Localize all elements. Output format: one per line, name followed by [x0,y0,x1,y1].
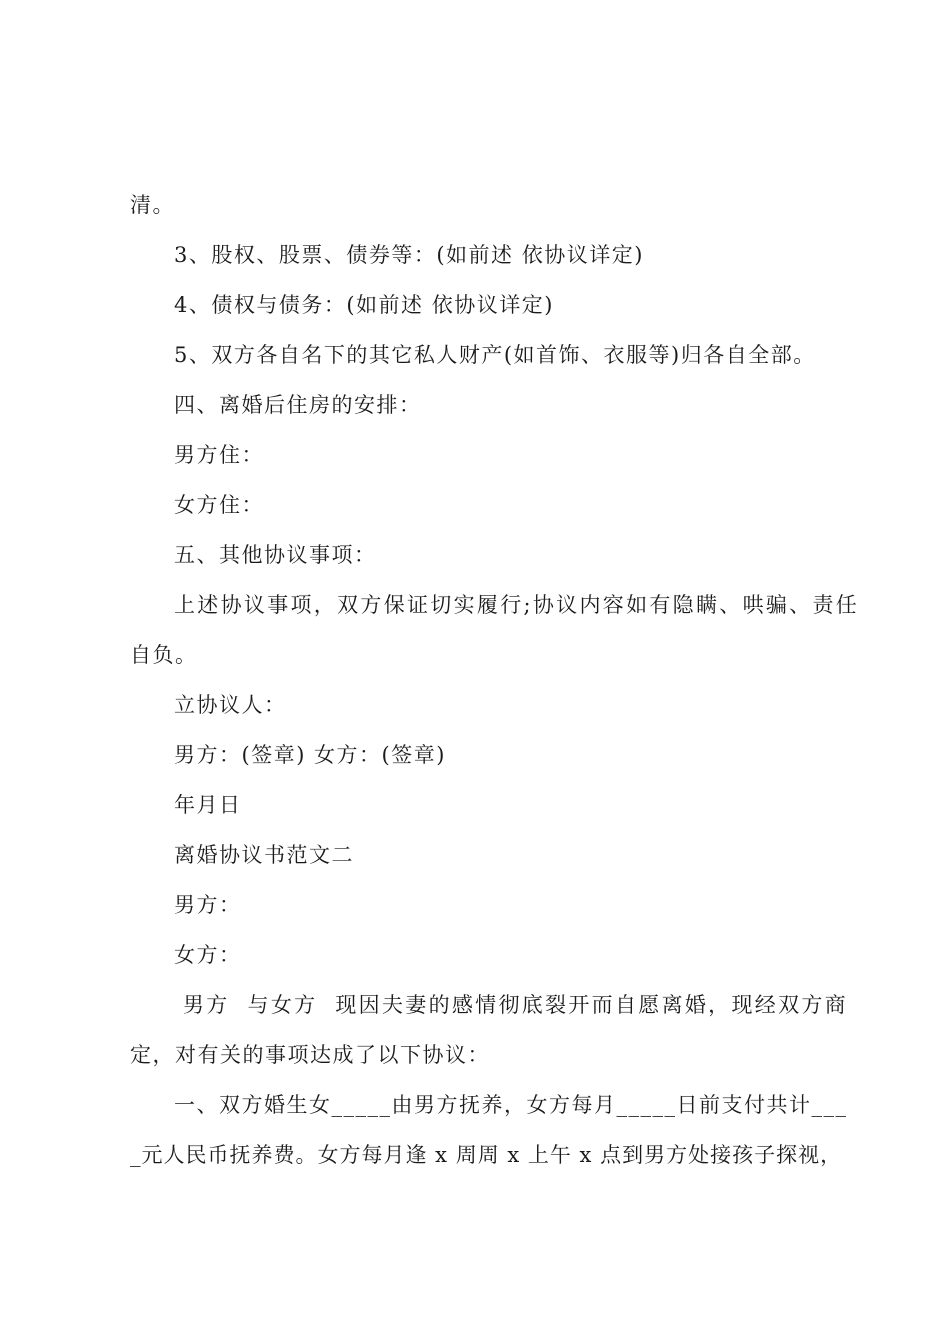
text-line-male-residence: 男方住： [174,443,264,467]
document-title-second: 离婚协议书范文二 [174,843,354,867]
text-line-1: 清。 [130,193,175,217]
text-line-male: 男方： [174,893,242,917]
text-line-female-residence: 女方住： [174,493,264,517]
text-line-4: 5、双方各自名下的其它私人财产(如首饰、衣服等)归各自全部。 [174,343,816,367]
text-line-2: 3、股权、股票、债券等：(如前述 依协议详定) [174,243,644,267]
text-line-10: 自负。 [130,643,198,667]
text-line-17: 男方 与女方 现因夫妻的感情彻底裂开而自愿离婚，现经双方商 [174,993,848,1017]
text-line-9: 上述协议事项，双方保证切实履行;协议内容如有隐瞒、哄骗、责任 [174,593,860,617]
section-heading-housing: 四、离婚后住房的安排： [174,393,422,417]
text-line-female: 女方： [174,943,242,967]
text-line-18: 定，对有关的事项达成了以下协议： [130,1043,490,1067]
text-line-date: 年月日 [174,793,242,817]
text-line-signatures: 男方：(签章) 女方：(签章) [174,743,446,767]
text-line-19: 一、双方婚生女_____由男方抚养，女方每月_____日前支付共计___ [174,1093,848,1117]
section-heading-other: 五、其他协议事项： [174,543,377,567]
text-line-signatories: 立协议人： [174,693,287,717]
text-line-20: _元人民币抚养费。女方每月逢 x 周周 x 上午 x 点到男方处接孩子探视， [130,1143,843,1167]
text-line-3: 4、债权与债务：(如前述 依协议详定) [174,293,554,317]
